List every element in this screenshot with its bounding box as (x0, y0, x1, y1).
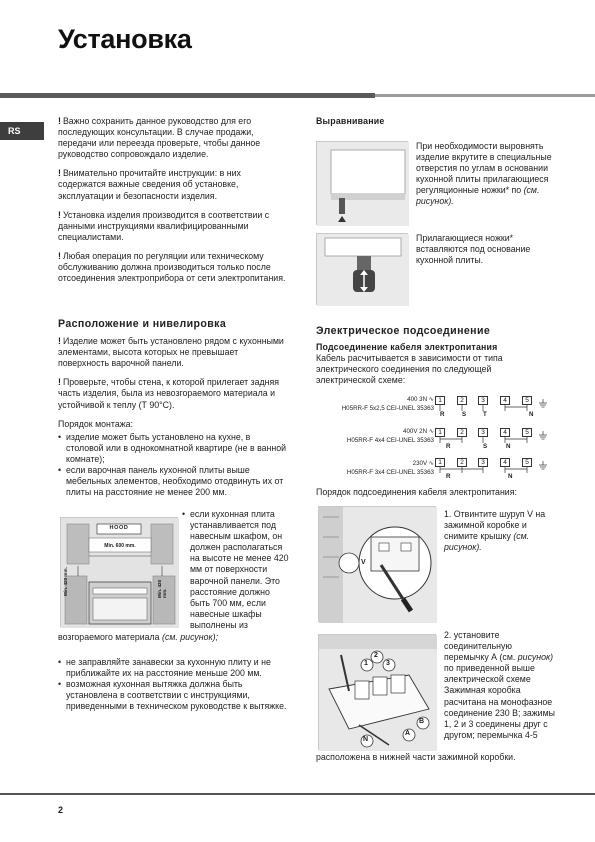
cable-title: Подсоединение кабеля электропитания (316, 342, 498, 352)
cable-text: Кабель расчитывается в зависимости от типа электрического соединения по следующей электрической схеме: (316, 353, 503, 386)
placement-section (58, 319, 290, 498)
hood-side-label-left: Min. 420 mm. (63, 567, 68, 596)
callout-n: N (363, 736, 369, 743)
note-2: ! Внимательно прочитайте инструкции: в них содержатся важные сведения об установке, эксплуатации и безопасности изделия. (58, 168, 241, 201)
terminal-4: 4 (500, 428, 510, 437)
phase-label: N (506, 443, 511, 450)
intro-notes (58, 116, 290, 292)
callout-3: 3 (386, 660, 390, 667)
order-title: Порядок монтажа: (58, 418, 133, 429)
terminal-lines (435, 393, 555, 481)
leveling-figure-1 (316, 141, 408, 225)
terminal-1: 1 (435, 396, 445, 405)
terminal-4: 4 (500, 396, 510, 405)
phase-label: N (508, 473, 513, 480)
hood-side-label-right: Min. 420 mm. (157, 579, 167, 598)
step2-figure (318, 634, 436, 750)
terminal-1: 1 (435, 458, 445, 467)
section-title-placement: Расположение и нивелировка (58, 318, 227, 330)
phase-label: T (483, 411, 487, 418)
hood-figure (60, 517, 178, 627)
hood-label: HOOD (109, 525, 129, 531)
terminal-2: 2 (457, 428, 467, 437)
legs-text: Прилагающиеся ножки* вставляются под основание кухонной плиты. (416, 233, 531, 266)
connection-order: Порядок подсоединения кабеля электропитания: (316, 487, 517, 497)
step2-tail: расположена в нижней части зажимной коробки. (316, 752, 516, 762)
note-3: ! Установка изделия производится в соответствии с данными инструкциями квалифицированными специалистами. (58, 209, 270, 242)
terminal-2: 2 (457, 458, 467, 467)
terminal-5: 5 (522, 428, 532, 437)
step2-text: 2. установите соединительную перемычку А (см. рисунок) по приведенной выше электрической схеме Зажимная коробка расчитана на монофазное соединение 230 В; зажимы 1, 2 и 3 соединены друг с другом; перемычка 4-5 (444, 630, 555, 740)
leveling-figure-2 (316, 233, 408, 305)
final-items (58, 657, 290, 712)
hood-note-tail: возгораемого материала (см. рисунок); (58, 632, 219, 642)
callout-2: 2 (374, 652, 378, 659)
callout-b: B (419, 718, 425, 725)
phase-label: S (462, 411, 467, 418)
callout-a: A (405, 730, 411, 737)
leveling-title: Выравнивание (316, 116, 385, 126)
terminal-1: 1 (435, 428, 445, 437)
wiring-label-3: 230V ∿ H05RR-F 3x4 CEI-UNEL 35363 (346, 460, 434, 476)
hood-diagram (61, 518, 179, 628)
placement-note-1: ! Изделие может быть установлено рядом с кухонными элементами, высота которых не превышает поверхность варочной панели. (58, 336, 284, 369)
wiring-label-1: 400 3N ∿ H05RR-F 5x2,5 CEI-UNEL 35363 (341, 396, 434, 412)
header-rule-dark (0, 93, 375, 98)
note-1: ! Важно сохранить данное руководство для его последующих консультации. В случае продажи, передачи или переезда проверьте, чтобы данное руководство сопровождало изделие. (58, 116, 261, 160)
language-tab: RS (0, 122, 44, 140)
hood-min-label: Min. 600 mm. (104, 543, 136, 549)
note-4: ! Любая операция по регуляции или техническому обслуживанию должна производиться только после отсоединения электроприбора от сети электропитания. (58, 250, 286, 284)
page-number: 2 (58, 805, 64, 815)
phase-label: S (483, 443, 488, 450)
hood-note: • если кухонная плита устанавливается под навесным шкафом, он должен располагаться на высоте не менее 420 мм от поверхности варочной панели. Это расстояние должно быть 700 мм, если навесные шкафы выполнены из (182, 509, 290, 631)
terminal-5: 5 (522, 396, 532, 405)
phase-label: R (440, 411, 445, 418)
header-rule-light (375, 94, 595, 97)
terminal-3: 3 (478, 458, 488, 467)
electric-title: Электрическое подсоединение (316, 325, 491, 337)
terminal-3: 3 (478, 428, 488, 437)
final-item-1: • не заправляйте занавески за кухонную плиту и не приближайте их на расстояние меньше 200 мм. (58, 657, 290, 679)
callout-1: 1 (364, 660, 368, 667)
wiring-label-2: 400V 2N ∿ H05RR-F 4x4 CEI-UNEL 35363 (346, 428, 434, 444)
phase-label: R (446, 473, 451, 480)
terminal-5: 5 (522, 458, 532, 467)
terminal-4: 4 (500, 458, 510, 467)
screw-v-label: V (361, 559, 366, 566)
page-title: Установка (58, 24, 192, 54)
footer-rule (0, 793, 595, 795)
terminal-3: 3 (478, 396, 488, 405)
final-item-2: • возможная кухонная вытяжка должна быть установлена в соответствии с инструкциями, приведенными в техническом руководстве к вытяжке. (58, 679, 290, 712)
phase-label: R (446, 443, 451, 450)
step1-text: 1. Отвинтите шуруп V на зажимной коробке и снимите крышку (см. рисунок). (444, 509, 546, 553)
order-item-2: • если варочная панель кухонной плиты выше мебельных элементов, необходимо отодвинуть их от плиты на расстояние не менее 200 мм. (58, 465, 290, 498)
leveling-text: При необходимости выровнять изделие вкрутите в специальные отверстия по углам в основании кухонной плиты прилагающиеся регуляционные ножки* по (см. рисунок). (416, 141, 552, 207)
step1-figure (318, 506, 436, 622)
placement-note-2: ! Проверьте, чтобы стена, к которой прилегает задняя часть изделия, была из невозгораемого материала и устойчивой к теплу (Т 90°С). (58, 377, 280, 410)
order-item-1: • изделие может быть установлено на кухне, в столовой или в однокомнатной квартире (не в ванной комнате); (58, 432, 290, 465)
terminal-2: 2 (457, 396, 467, 405)
phase-label: N (529, 411, 534, 418)
